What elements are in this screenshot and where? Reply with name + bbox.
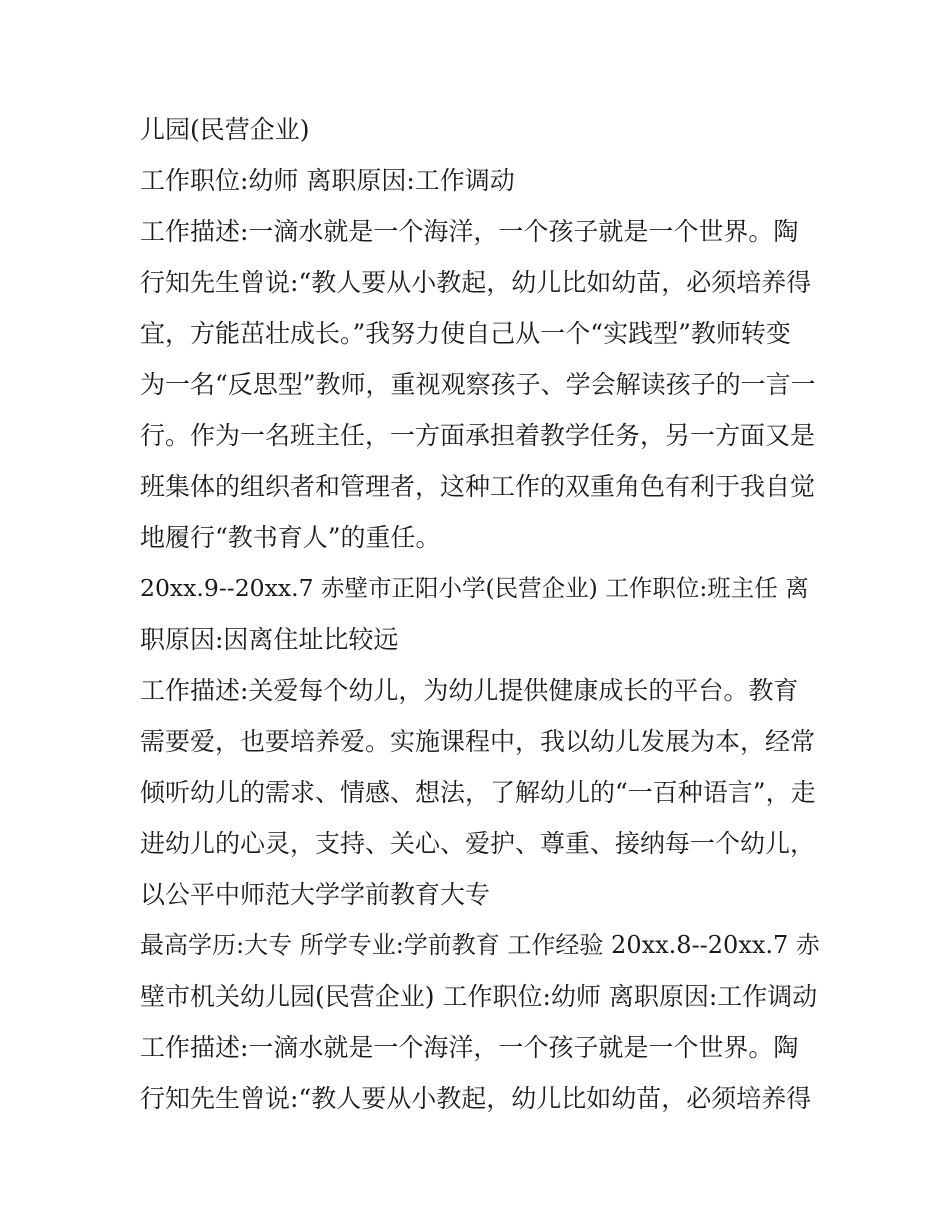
document-body [140,104,820,1124]
text-line: 班集体的组织者和管理者，这种工作的双重角色有利于我自觉 [140,472,816,501]
text-line: 宜，方能茁壮成长。”我努力使自己从一个“实践型”教师转变 [140,319,791,348]
text-line: 行知先生曾说:“教人要从小教起，幼儿比如幼苗，必须培养得 [140,268,812,297]
text-line: 进幼儿的心灵，支持、关心、爱护、尊重、接纳每一个幼儿， [140,829,816,858]
text-line: 壁市机关幼儿园(民营企业) 工作职位:幼师 离职原因:工作调动 [140,982,818,1011]
text-line: 职原因:因离住址比较远 [140,625,399,654]
text-line: 儿园(民营企业) [140,115,310,144]
text-line: 工作职位:幼师 离职原因:工作调动 [140,166,515,195]
text-line: 地履行“教书育人”的重任。 [140,523,441,552]
text-line: 20xx.9--20xx.7 赤壁市正阳小学(民营企业) 工作职位:班主任 离 [140,574,809,602]
text-line: 为一名“反思型”教师，重视观察孩子、学会解读孩子的一言一 [140,370,816,399]
text-line: 需要爱，也要培养爱。实施课程中，我以幼儿发展为本，经常 [140,727,816,756]
text-line: 以公平中师范大学学前教育大专 [140,880,491,909]
text-line: 工作描述:关爱每个幼儿，为幼儿提供健康成长的平台。教育 [140,676,799,705]
text-line: 倾听幼儿的需求、情感、想法，了解幼儿的“一百种语言”，走 [140,778,816,807]
text-line: 最高学历:大专 所学专业:学前教育 工作经验 20xx.8--20xx.7 赤 [140,931,820,959]
text-line: 工作描述:一滴水就是一个海洋，一个孩子就是一个世界。陶 [140,217,799,246]
text-line: 行。作为一名班主任，一方面承担着教学任务，另一方面又是 [140,421,816,450]
text-line: 行知先生曾说:“教人要从小教起，幼儿比如幼苗，必须培养得 [140,1084,812,1113]
text-line: 工作描述:一滴水就是一个海洋，一个孩子就是一个世界。陶 [140,1033,799,1062]
